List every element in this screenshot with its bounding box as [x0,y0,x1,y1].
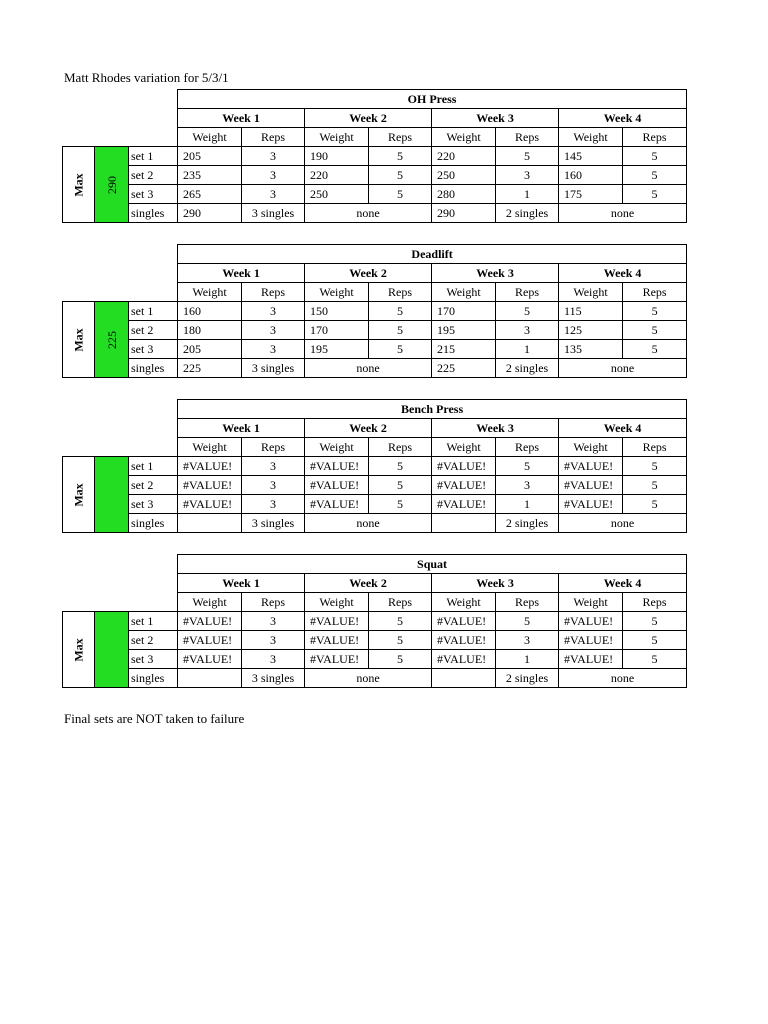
reps-cell: 5 [496,612,559,631]
weight-cell: 290 [178,204,242,223]
reps-cell: 5 [369,302,432,321]
reps-cell: 3 [242,495,305,514]
reps-cell: 2 singles [496,204,559,223]
reps-header: Reps [623,438,687,457]
lift-table-deadlift [62,244,687,378]
table-row [63,147,687,166]
max-value [95,612,129,688]
reps-cell: 2 singles [496,359,559,378]
week-2-singles: none [305,204,432,223]
reps-cell: 5 [496,457,559,476]
weight-cell: #VALUE! [305,495,369,514]
weight-cell: 145 [559,147,623,166]
set-label: set 3 [129,340,178,359]
lift-title: Bench Press [178,400,687,419]
weight-cell: #VALUE! [178,650,242,669]
weight-cell [432,514,496,533]
reps-cell: 5 [369,340,432,359]
reps-cell: 3 [242,457,305,476]
week-2-header: Week 2 [305,109,432,128]
weight-cell: 205 [178,147,242,166]
table-row [63,631,687,650]
table-row [63,166,687,185]
weight-cell: #VALUE! [178,495,242,514]
max-label: Max [63,147,95,223]
reps-cell: 5 [623,340,687,359]
reps-cell: 5 [496,302,559,321]
weight-header: Weight [559,593,623,612]
weight-cell: 160 [178,302,242,321]
reps-cell: 3 singles [242,669,305,688]
set-label: set 1 [129,457,178,476]
max-value [95,457,129,533]
table-row [63,650,687,669]
weight-header: Weight [559,128,623,147]
table-row [63,302,687,321]
weight-cell: #VALUE! [305,650,369,669]
weight-header: Weight [178,593,242,612]
weight-cell: 220 [432,147,496,166]
reps-header: Reps [496,438,559,457]
weight-cell: #VALUE! [432,476,496,495]
lift-table-squat [62,554,687,688]
weight-cell: #VALUE! [305,476,369,495]
weight-cell: 125 [559,321,623,340]
set-label: set 2 [129,631,178,650]
weight-cell: #VALUE! [178,457,242,476]
week-4-header: Week 4 [559,419,687,438]
week-2-header: Week 2 [305,264,432,283]
reps-cell: 1 [496,185,559,204]
max-label: Max [63,457,95,533]
weight-header: Weight [178,438,242,457]
reps-cell: 1 [496,650,559,669]
week-1-header: Week 1 [178,264,305,283]
set-label: set 3 [129,650,178,669]
reps-header: Reps [623,128,687,147]
weight-cell: 160 [559,166,623,185]
reps-cell: 3 [496,476,559,495]
singles-row [63,204,687,223]
lift-title: Deadlift [178,245,687,264]
weight-cell: 280 [432,185,496,204]
reps-header: Reps [369,438,432,457]
reps-cell: 5 [369,476,432,495]
week-4-singles: none [559,204,687,223]
reps-cell: 5 [369,650,432,669]
set-label: set 2 [129,476,178,495]
weight-cell: #VALUE! [559,631,623,650]
set-label: set 1 [129,612,178,631]
week-2-header: Week 2 [305,419,432,438]
reps-header: Reps [623,283,687,302]
weight-cell: 225 [432,359,496,378]
weight-header: Weight [432,593,496,612]
weight-header: Weight [305,438,369,457]
weight-header: Weight [305,128,369,147]
week-3-header: Week 3 [432,574,559,593]
reps-header: Reps [369,283,432,302]
reps-header: Reps [242,593,305,612]
week-3-header: Week 3 [432,109,559,128]
weight-cell [432,669,496,688]
table-row [63,457,687,476]
reps-cell: 3 [242,476,305,495]
reps-cell: 3 [242,631,305,650]
table-row [63,340,687,359]
weight-header: Weight [432,438,496,457]
page-title: Matt Rhodes variation for 5/3/1 [64,70,229,85]
reps-cell: 5 [369,612,432,631]
weight-cell: #VALUE! [305,631,369,650]
reps-header: Reps [496,283,559,302]
set-label: set 2 [129,166,178,185]
reps-cell: 3 singles [242,359,305,378]
weight-cell: #VALUE! [559,495,623,514]
max-value: 225 [95,302,129,378]
set-label: set 2 [129,321,178,340]
weight-cell: 195 [305,340,369,359]
reps-cell: 1 [496,340,559,359]
singles-label: singles [129,669,178,688]
reps-cell: 5 [369,166,432,185]
week-4-singles: none [559,514,687,533]
reps-cell: 5 [623,321,687,340]
reps-header: Reps [623,593,687,612]
weight-cell: 235 [178,166,242,185]
reps-cell: 3 singles [242,204,305,223]
table-row [63,185,687,204]
weight-cell: #VALUE! [432,631,496,650]
weight-header: Weight [178,283,242,302]
weight-cell: #VALUE! [432,612,496,631]
reps-cell: 5 [369,457,432,476]
singles-row [63,359,687,378]
weight-cell: 205 [178,340,242,359]
week-4-header: Week 4 [559,574,687,593]
reps-cell: 5 [623,650,687,669]
singles-row [63,514,687,533]
weight-cell [178,514,242,533]
reps-cell: 3 [242,147,305,166]
singles-row [63,669,687,688]
weight-cell: 180 [178,321,242,340]
weight-cell: 250 [305,185,369,204]
reps-cell: 5 [623,302,687,321]
weight-cell: 220 [305,166,369,185]
reps-header: Reps [242,438,305,457]
week-3-header: Week 3 [432,264,559,283]
set-label: set 1 [129,147,178,166]
set-label: set 3 [129,495,178,514]
reps-header: Reps [496,128,559,147]
reps-cell: 5 [623,457,687,476]
weight-cell: 265 [178,185,242,204]
weight-cell: #VALUE! [432,495,496,514]
weight-cell: 250 [432,166,496,185]
reps-header: Reps [242,128,305,147]
reps-cell: 5 [623,612,687,631]
weight-cell [178,669,242,688]
lift-table-oh-press [62,89,687,223]
reps-cell: 2 singles [496,669,559,688]
weight-cell: #VALUE! [559,612,623,631]
week-2-header: Week 2 [305,574,432,593]
week-1-header: Week 1 [178,419,305,438]
reps-cell: 5 [496,147,559,166]
reps-cell: 5 [369,147,432,166]
reps-cell: 3 [242,650,305,669]
weight-header: Weight [432,128,496,147]
reps-header: Reps [369,593,432,612]
reps-cell: 5 [623,185,687,204]
max-value: 290 [95,147,129,223]
reps-cell: 2 singles [496,514,559,533]
weight-cell: 115 [559,302,623,321]
reps-cell: 5 [623,166,687,185]
reps-cell: 5 [623,495,687,514]
weight-cell: 170 [305,321,369,340]
weight-cell: 135 [559,340,623,359]
reps-cell: 5 [369,185,432,204]
week-3-header: Week 3 [432,419,559,438]
lift-table-bench-press [62,399,687,533]
singles-label: singles [129,359,178,378]
weight-cell: 175 [559,185,623,204]
week-2-singles: none [305,514,432,533]
reps-cell: 3 [496,321,559,340]
weight-cell: #VALUE! [305,457,369,476]
reps-cell: 3 [242,302,305,321]
reps-cell: 3 [242,612,305,631]
reps-cell: 5 [369,631,432,650]
max-label: Max [63,612,95,688]
reps-cell: 3 singles [242,514,305,533]
reps-cell: 3 [242,166,305,185]
reps-cell: 5 [369,495,432,514]
weight-header: Weight [305,283,369,302]
reps-cell: 3 [496,166,559,185]
week-4-header: Week 4 [559,109,687,128]
reps-cell: 3 [496,631,559,650]
singles-label: singles [129,204,178,223]
table-row [63,476,687,495]
weight-cell: #VALUE! [178,631,242,650]
reps-header: Reps [369,128,432,147]
weight-header: Weight [559,283,623,302]
reps-cell: 3 [242,321,305,340]
lift-title: OH Press [178,90,687,109]
reps-cell: 1 [496,495,559,514]
weight-cell: 225 [178,359,242,378]
weight-header: Weight [559,438,623,457]
reps-header: Reps [242,283,305,302]
weight-cell: #VALUE! [559,476,623,495]
weight-header: Weight [432,283,496,302]
weight-header: Weight [305,593,369,612]
reps-cell: 3 [242,185,305,204]
reps-cell: 3 [242,340,305,359]
week-4-singles: none [559,359,687,378]
weight-cell: #VALUE! [559,650,623,669]
week-1-header: Week 1 [178,109,305,128]
weight-cell: #VALUE! [178,612,242,631]
week-4-singles: none [559,669,687,688]
weight-cell: #VALUE! [432,457,496,476]
week-4-header: Week 4 [559,264,687,283]
weight-header: Weight [178,128,242,147]
weight-cell: #VALUE! [432,650,496,669]
weight-cell: 170 [432,302,496,321]
table-row [63,612,687,631]
table-row [63,495,687,514]
max-label: Max [63,302,95,378]
weight-cell: #VALUE! [305,612,369,631]
reps-header: Reps [496,593,559,612]
weight-cell: #VALUE! [559,457,623,476]
footnote: Final sets are NOT taken to failure [64,711,245,726]
weight-cell: 190 [305,147,369,166]
reps-cell: 5 [623,631,687,650]
reps-cell: 5 [623,476,687,495]
weight-cell: #VALUE! [178,476,242,495]
weight-cell: 290 [432,204,496,223]
week-2-singles: none [305,359,432,378]
weight-cell: 215 [432,340,496,359]
table-row [63,321,687,340]
set-label: set 1 [129,302,178,321]
weight-cell: 195 [432,321,496,340]
week-1-header: Week 1 [178,574,305,593]
reps-cell: 5 [623,147,687,166]
singles-label: singles [129,514,178,533]
weight-cell: 150 [305,302,369,321]
lift-title: Squat [178,555,687,574]
set-label: set 3 [129,185,178,204]
week-2-singles: none [305,669,432,688]
reps-cell: 5 [369,321,432,340]
